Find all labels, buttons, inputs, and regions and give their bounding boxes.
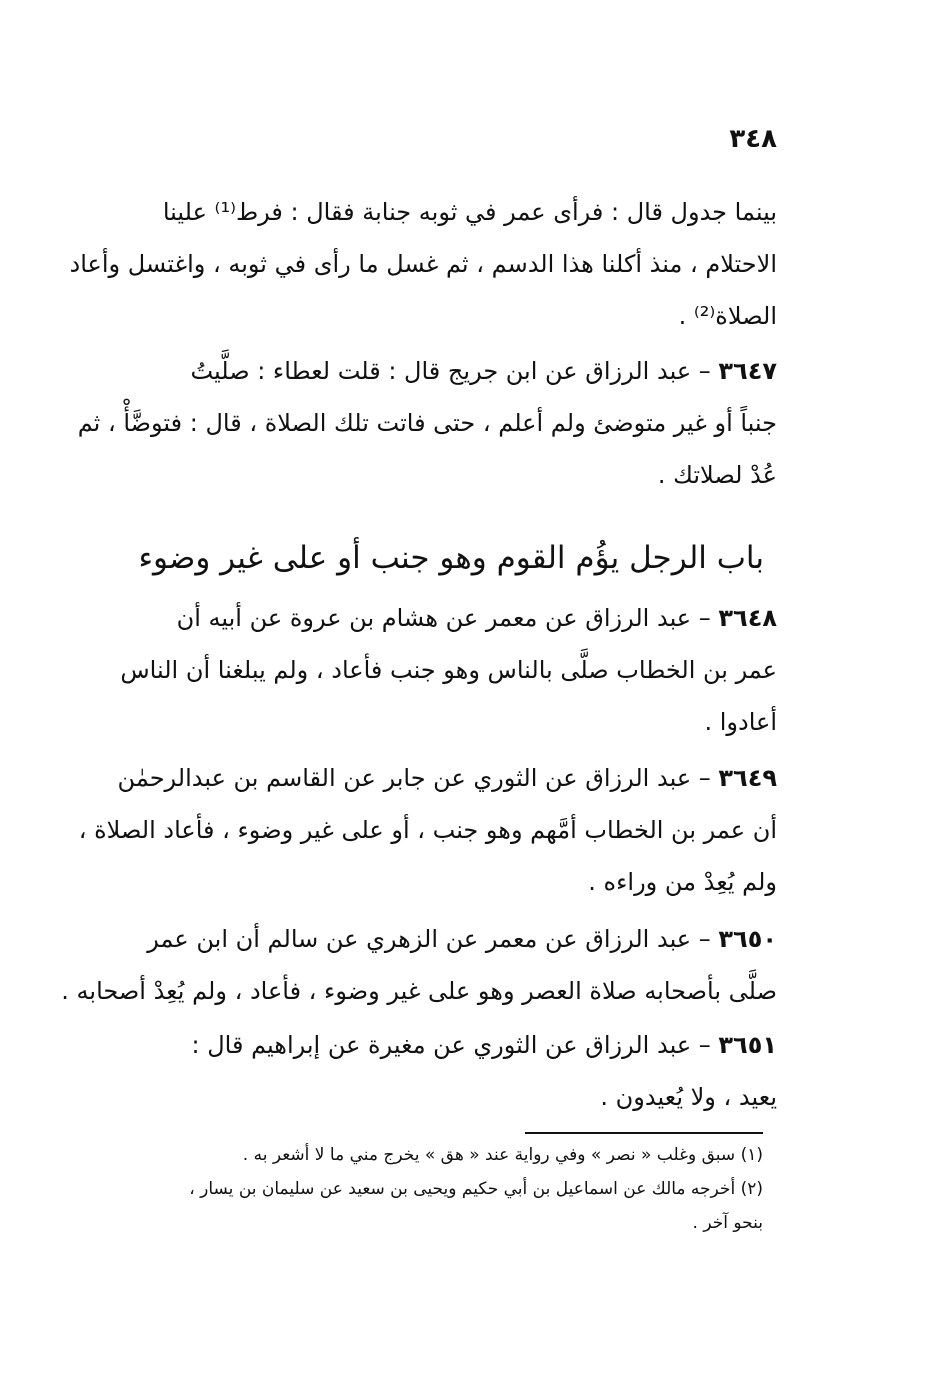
- text-line: [105, 345, 777, 397]
- footnote-marker: (١): [740, 1145, 763, 1165]
- footnote-text: سبق وغلب « نصر » وفي رواية عند « هق » يخرج مني ما لا أشعر به .: [242, 1145, 736, 1165]
- text-line: صلَّى بأصحابه صلاة العصر وهو على غير وضوء ، فأعاد ، ولم يُعِدْ أصحابه .: [61, 977, 777, 1005]
- footnote-divider: [525, 1132, 763, 1134]
- text-line: [105, 913, 777, 965]
- hadith-number: ٣٦٥٠: [718, 925, 777, 953]
- footnote-text: أخرجه مالك عن اسماعيل بن أبي حكيم ويحيى بن سعيد عن سليمان بن يسار ،: [189, 1179, 736, 1199]
- footnote-1: [105, 1138, 763, 1172]
- text-line: ولم يُعِدْ من وراءه .: [588, 868, 777, 896]
- footnote-2-continuation: بنحو آخر .: [692, 1213, 763, 1233]
- paragraph-continuation: [69, 186, 777, 342]
- hadith-number: ٣٦٤٩: [718, 764, 777, 792]
- text-line: عمر بن الخطاب صلَّى بالناس وهو جنب فأعاد ، ولم يبلغنا أن الناس: [120, 656, 777, 684]
- text-line: الاحتلام ، منذ أكلنا هذا الدسم ، ثم غسل ما رأى في ثوبه ، واغتسل وأعاد: [69, 250, 777, 278]
- hadith-text: – عبد الرزاق عن معمر عن الزهري عن سالم أن ابن عمر: [147, 925, 711, 953]
- footnote-2: [105, 1172, 763, 1206]
- hadith-number: ٣٦٥١: [718, 1031, 777, 1059]
- hadith-3651: [105, 1019, 777, 1123]
- hadith-text: – عبد الرزاق عن الثوري عن جابر عن القاسم بن عبدالرحمٰن: [117, 764, 711, 792]
- text-line: جنباً أو غير متوضئ ولم أعلم ، حتى فاتت تلك الصلاة ، قال : فتوضَّأْ ، ثم: [77, 409, 777, 437]
- text-line: [105, 1019, 777, 1071]
- text-line: بينما جدول قال : فرأى عمر في ثوبه جنابة فقال : فرط⁽¹⁾ علينا: [162, 198, 777, 226]
- page-number: ٣٤٨: [729, 124, 777, 154]
- hadith-text: – عبد الرزاق عن معمر عن هشام بن عروة عن أبيه أن: [176, 604, 711, 632]
- hadith-3649: [78, 752, 777, 908]
- hadith-text: – عبد الرزاق عن الثوري عن مغيرة عن إبراهيم قال :: [191, 1031, 711, 1059]
- hadith-3647: [77, 345, 777, 501]
- footnote-marker: (٢): [740, 1179, 763, 1199]
- hadith-number: ٣٦٤٨: [718, 604, 777, 632]
- footnotes: [105, 1138, 763, 1240]
- text-line: الصلاة⁽²⁾ .: [678, 302, 777, 330]
- hadith-3650: [61, 913, 777, 1017]
- text-line: يعيد ، ولا يُعيدون .: [600, 1083, 777, 1111]
- text-line: أن عمر بن الخطاب أمَّهم وهو جنب ، أو على غير وضوء ، فأعاد الصلاة ،: [78, 816, 777, 844]
- hadith-number: ٣٦٤٧: [718, 357, 777, 385]
- text-line: [105, 592, 777, 644]
- text-line: عُدْ لصلاتك .: [657, 461, 777, 489]
- hadith-text: – عبد الرزاق عن ابن جريج قال : قلت لعطاء : صلَّيتُ: [190, 357, 711, 385]
- text-line: [105, 752, 777, 804]
- text-line: أعادوا .: [704, 708, 777, 736]
- hadith-3648: [105, 592, 777, 748]
- chapter-heading: باب الرجل يؤُم القوم وهو جنب أو على غير وضوء: [138, 540, 764, 576]
